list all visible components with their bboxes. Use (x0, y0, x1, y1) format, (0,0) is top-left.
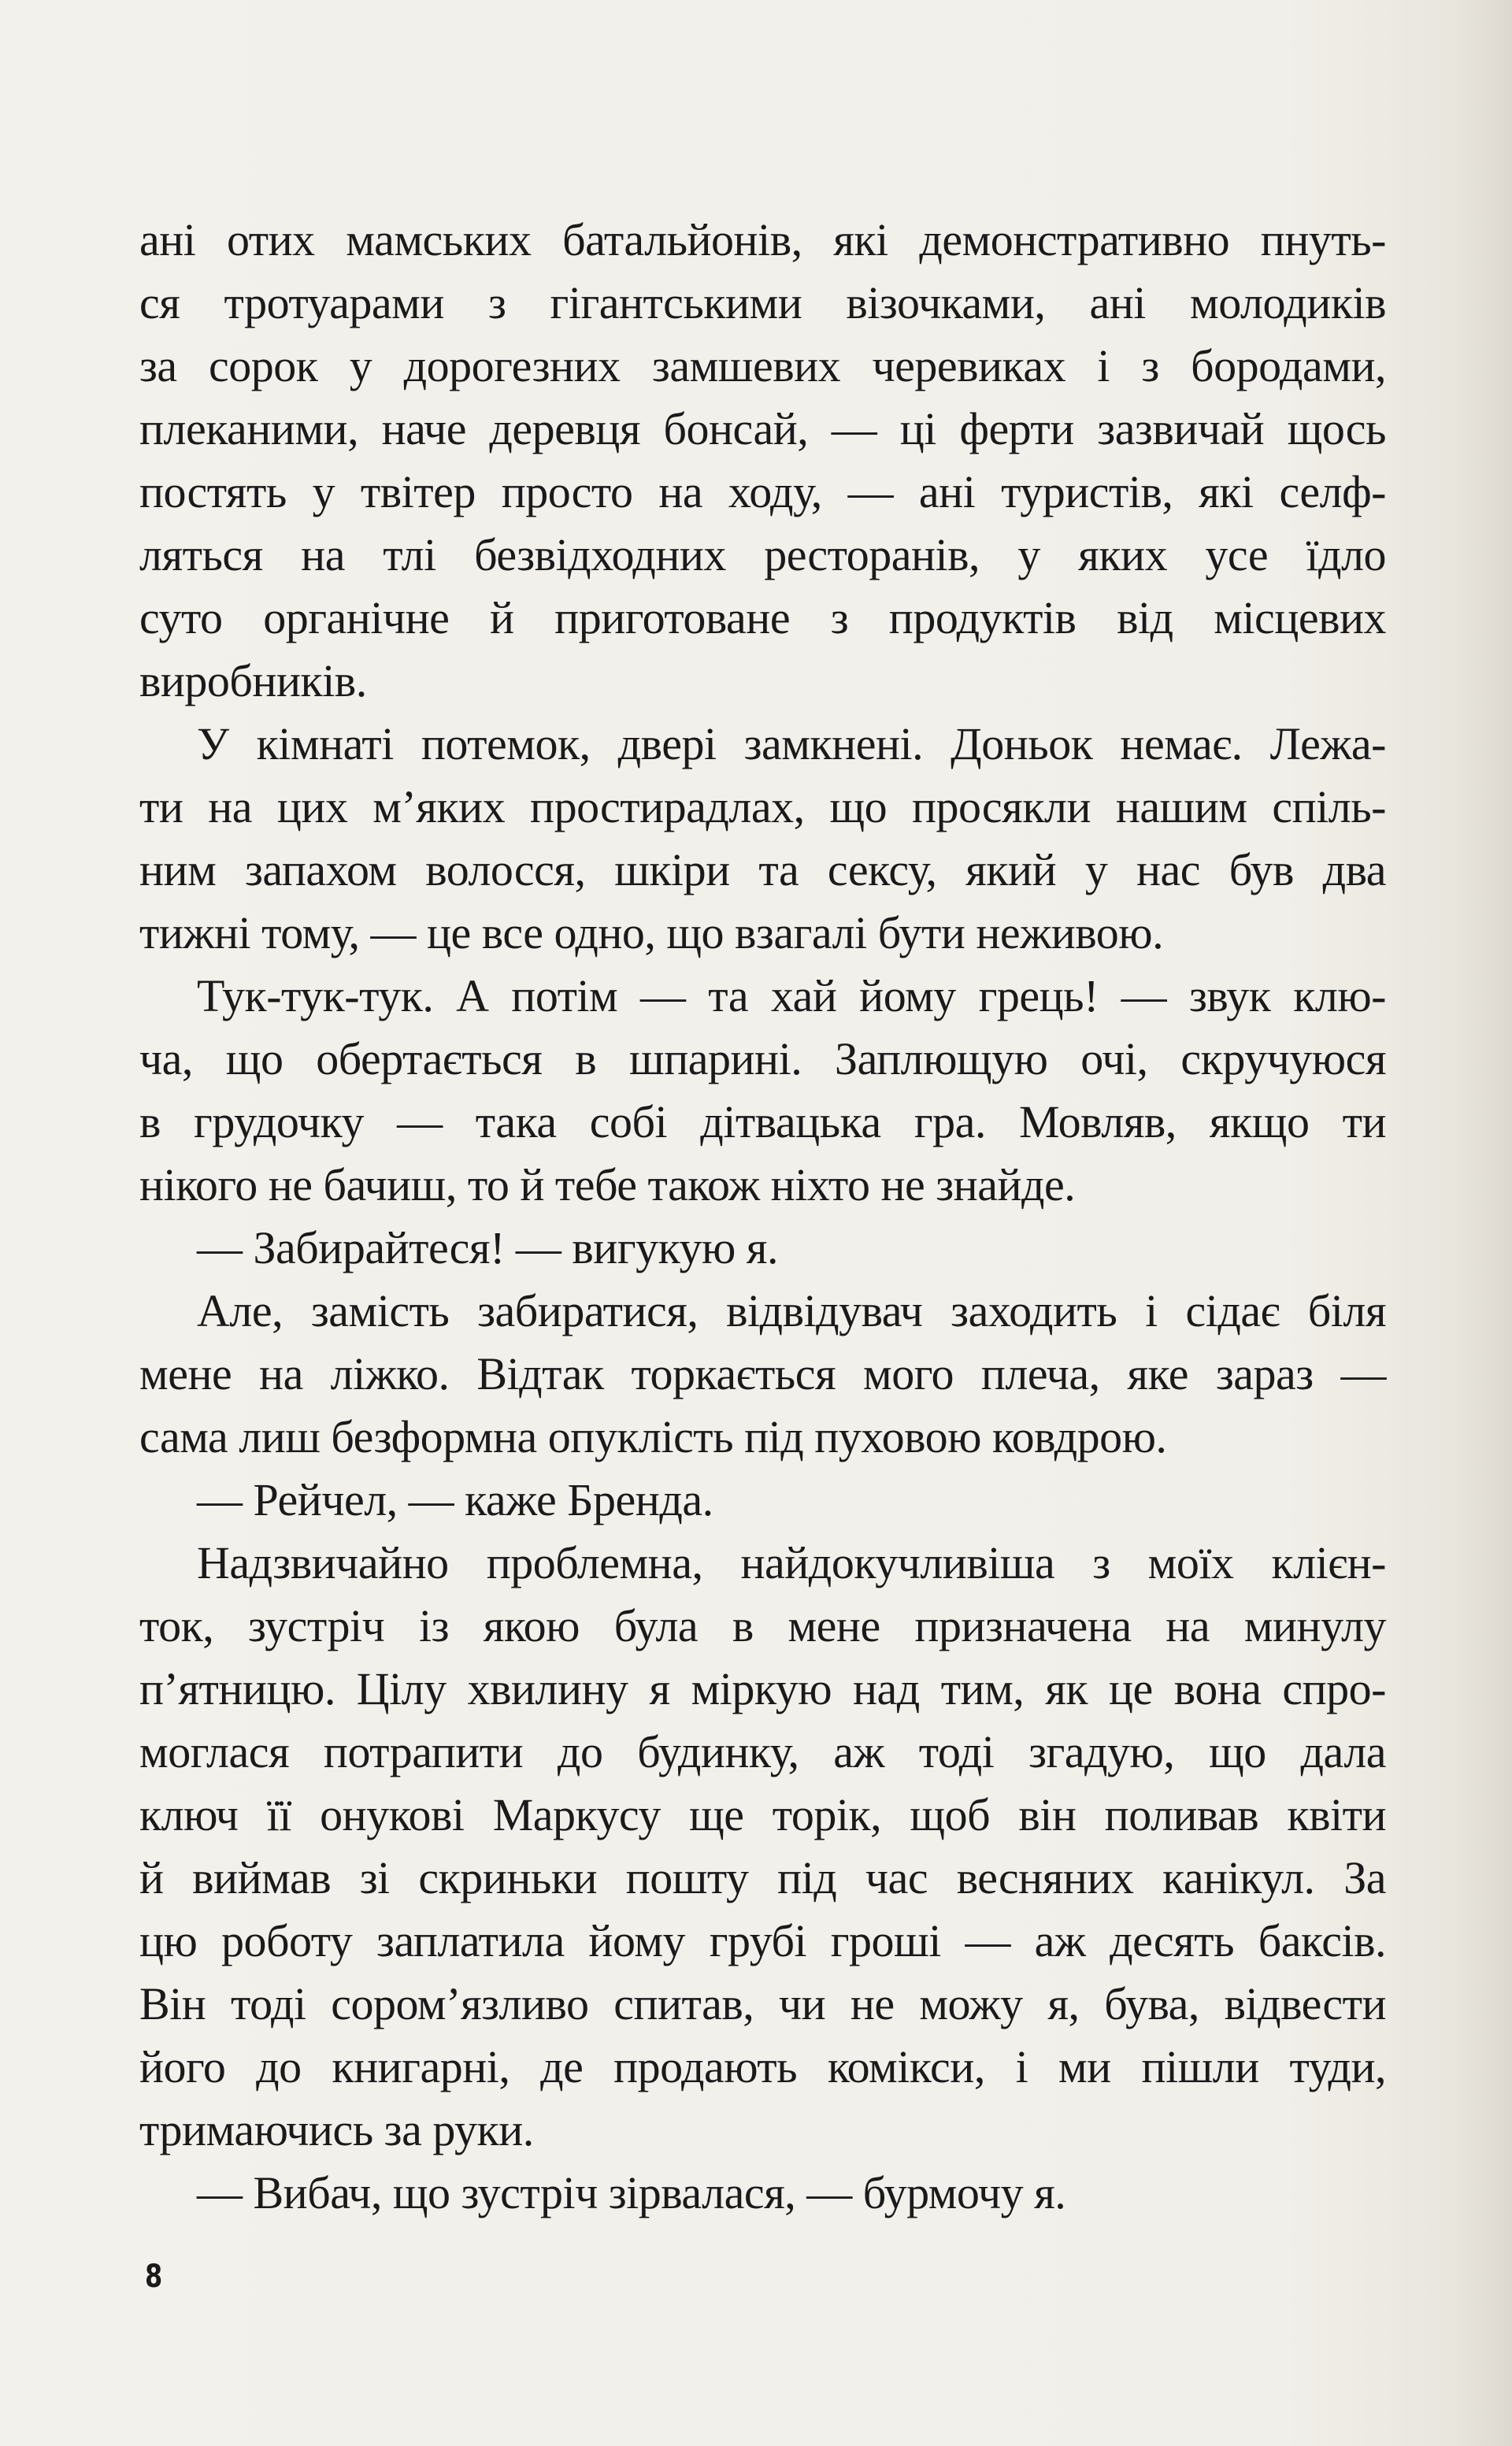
text-line: тижні тому, — це все одно, що взагалі бути неживою. (139, 907, 1164, 958)
text-line: ток, зустріч із якою була в мене призначена на минулу (139, 1600, 1386, 1651)
text-line: плеканими, наче деревця бонсай, — ці ферти зазвичай щось (139, 403, 1386, 454)
text-line: його до книгарні, де продають комікси, і ми пішли туди, (139, 2041, 1386, 2092)
body-text (139, 209, 1386, 2225)
text-line: за сорок у дорогезних замшевих черевиках і з бородами, (139, 340, 1386, 391)
text-line: — Забирайтеся! — вигукую я. (197, 1222, 778, 1273)
text-line: суто органічне й приготоване з продуктів від місцевих (139, 592, 1386, 643)
text-line: цю роботу заплатила йому грубі гроші — аж десять баксів. (139, 1915, 1386, 1966)
text-line: Тук-тук-тук. А потім — та хай йому грець! — звук клю- (197, 970, 1386, 1021)
text-line: Надзвичайно проблемна, найдокучливіша з моїх клієн- (197, 1537, 1386, 1588)
text-line: в грудочку — така собі дітвацька гра. Мовляв, якщо ти (139, 1096, 1386, 1147)
text-line: п’ятницю. Цілу хвилину я міркую над тим, як це вона спро- (139, 1663, 1386, 1714)
text-line: тримаючись за руки. (139, 2104, 534, 2155)
text-line: ти на цих м’яких простирадлах, що просякли нашим спіль- (139, 781, 1386, 832)
text-line: й виймав зі скриньки пошту під час весняних канікул. За (139, 1852, 1386, 1903)
text-line: ані отих мамських батальйонів, які демонстративно пнуть- (139, 214, 1386, 265)
text-line: У кімнаті потемок, двері замкнені. Доньок немає. Лежа- (197, 718, 1386, 769)
text-line: сама лиш безформна опуклість під пуховою ковдрою. (139, 1411, 1167, 1462)
text-line: ключ її онукові Маркусу ще торік, щоб він поливав квіти (139, 1789, 1386, 1840)
text-line: виробників. (139, 655, 367, 706)
text-line: Він тоді сором’язливо спитав, чи не можу я, бува, відвести (139, 1978, 1386, 2029)
text-line: — Вибач, що зустріч зірвалася, — бурмочу я. (197, 2167, 1066, 2218)
text-line: ся тротуарами з гігантськими візочками, ані молодиків (139, 277, 1386, 328)
text-line: Але, замість забиратися, відвідувач заходить і сідає біля (197, 1285, 1386, 1336)
text-line: нікого не бачиш, то й тебе також ніхто не знайде. (139, 1159, 1076, 1210)
page-number: 8 (145, 2259, 163, 2295)
text-line: мене на ліжко. Відтак торкається мого плеча, яке зараз — (139, 1348, 1386, 1399)
text-line: ляться на тлі безвідходних ресторанів, у яких усе їдло (139, 529, 1386, 580)
text-line: моглася потрапити до будинку, аж тоді згадую, що дала (139, 1726, 1386, 1777)
text-line: постять у твітер просто на ходу, — ані туристів, які селф- (139, 466, 1386, 517)
text-line: ча, що обертається в шпарині. Заплющую очі, скручуюся (139, 1033, 1386, 1084)
text-line: ним запахом волосся, шкіри та сексу, який у нас був два (139, 844, 1386, 895)
text-line: — Рейчел, — каже Бренда. (197, 1474, 713, 1525)
